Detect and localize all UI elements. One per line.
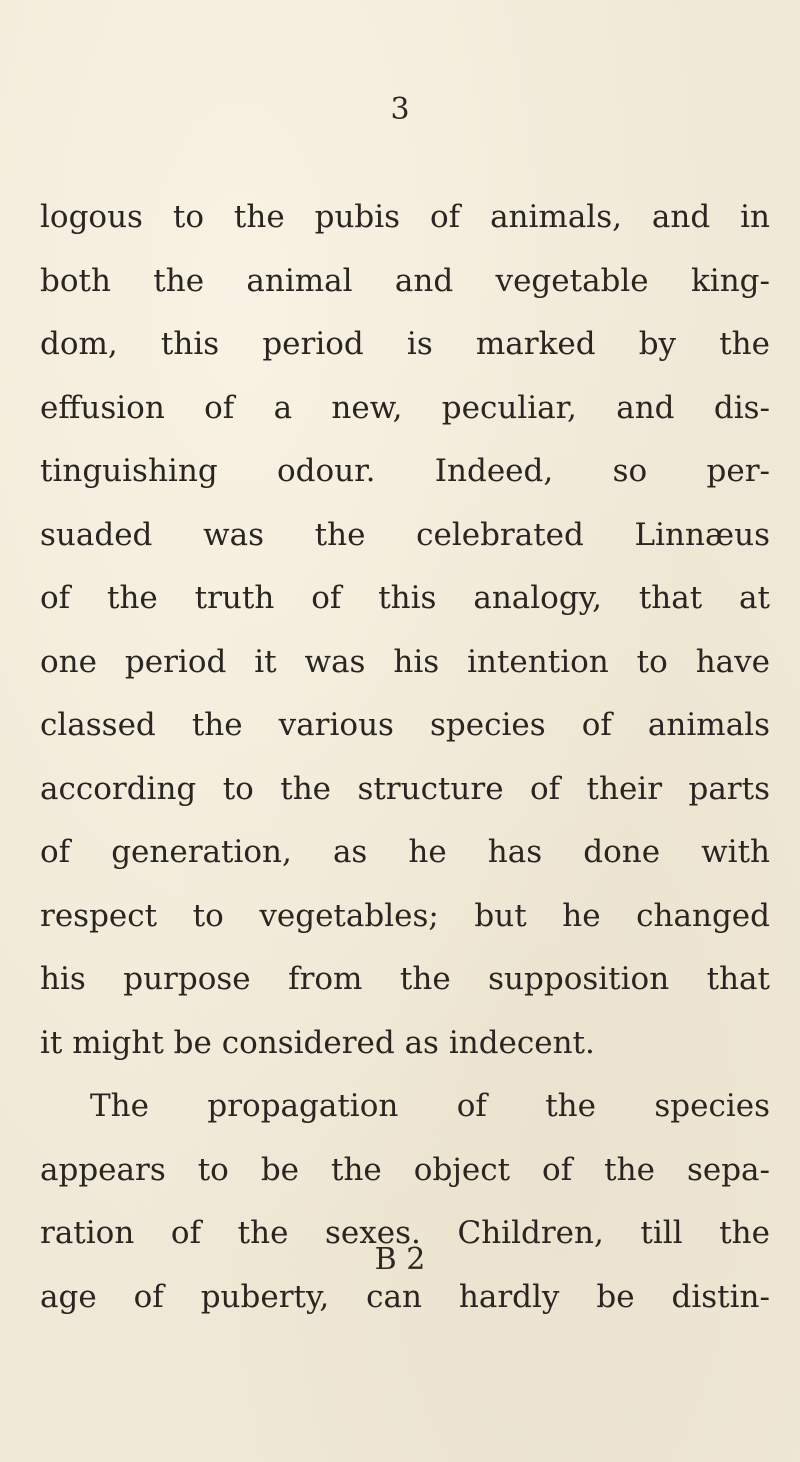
page-number: 3 [390,92,410,127]
text-line: respect to vegetables; but he changed [40,897,770,934]
text-line: age of puberty, can hardly be distin- [40,1278,770,1315]
text-line: dom, this period is marked by the [40,326,770,362]
body-text [40,186,770,1329]
text-line: of the truth of this analogy, that at [40,580,770,616]
text-line: according to the structure of their parts [40,770,770,807]
text-line: both the animal and vegetable king- [40,262,770,299]
signature-mark: B 2 [374,1242,426,1277]
text-line-paragraph-start: The propagation of the species [90,1088,770,1124]
text-line: effusion of a new, peculiar, and dis- [40,389,770,426]
text-line: logous to the pubis of animals, and in [40,199,770,235]
text-line: ration of the sexes. Children, till the [40,1215,770,1251]
text-line: his purpose from the supposition that [40,961,770,997]
text-line: one period it was his intention to have [40,643,770,680]
text-line: classed the various species of animals [40,707,770,743]
text-line: appears to be the object of the sepa- [40,1151,770,1188]
text-line: of generation, as he has done with [40,834,770,870]
text-line: suaded was the celebrated Linnæus [40,516,770,553]
text-line-paragraph-end: it might be considered as indecent. [40,1024,595,1061]
text-line: tinguishing odour. Indeed, so per- [40,453,770,489]
